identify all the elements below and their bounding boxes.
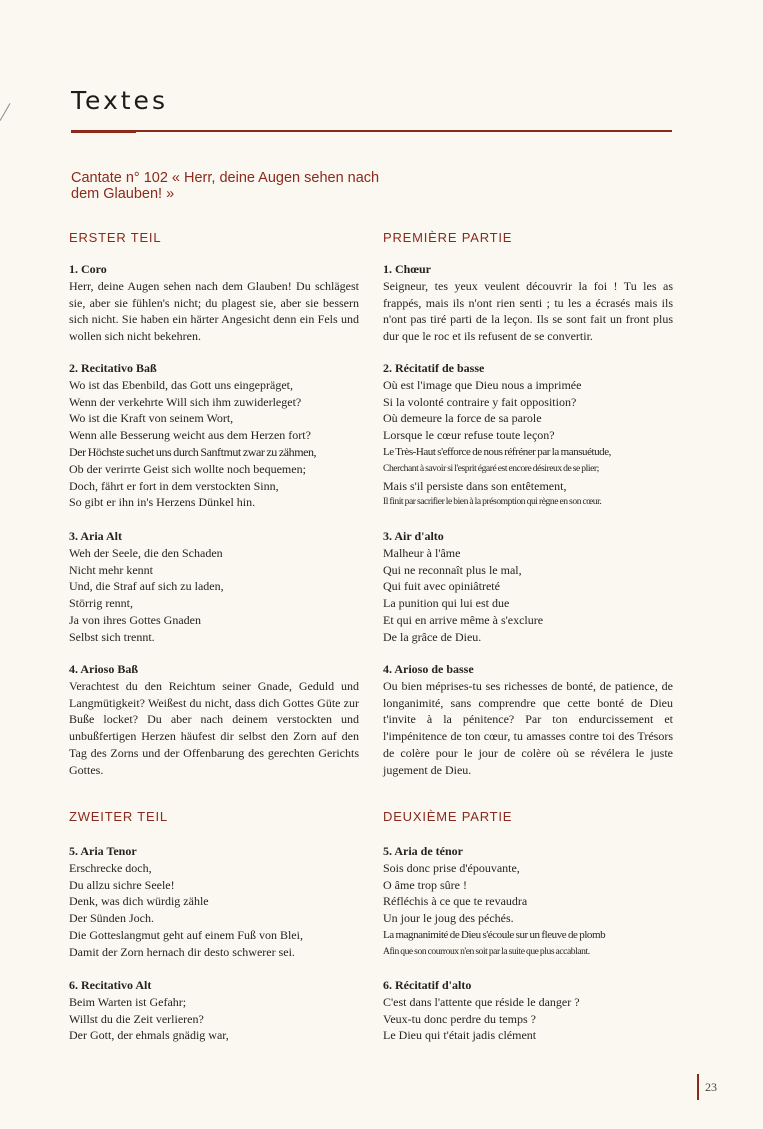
section-de-5 xyxy=(69,843,359,961)
verse-line: Afin que son courroux n'en soit par la suite que plus accablant. xyxy=(383,945,590,957)
verse-line: Der Höchste suchet uns durch Sanftmut zwar zu zähmen, xyxy=(69,444,317,459)
verse-line: Wenn alle Besserung weicht aus dem Herzen fort? xyxy=(69,428,311,443)
section-heading: 3. Aria Alt xyxy=(69,529,122,543)
verse-line: Die Gotteslangmut geht auf einem Fuß von Blei, xyxy=(69,927,303,942)
section-fr-1 xyxy=(383,261,673,345)
verse-line: Le Très-Haut s'efforce de nous réfréner par la mansuétude, xyxy=(383,445,611,458)
section-heading: 3. Air d'alto xyxy=(383,529,444,543)
section-heading: 5. Aria de ténor xyxy=(383,844,463,858)
verse-line: Beim Warten ist Gefahr; xyxy=(69,994,187,1009)
section-prose: Herr, deine Augen sehen nach dem Glauben! Du schlägest sie, aber sie fühlen's nicht; du plagest sie, aber sie bessern sich nicht. Sie haben ein härter Angesicht denn ein Fels und wollen sich nicht bekehren. xyxy=(69,278,359,344)
title-rule xyxy=(71,130,672,132)
section-fr-5 xyxy=(383,843,673,961)
verse-line: Wenn der verkehrte Will sich ihm zuwiderleget? xyxy=(69,394,302,409)
verse-line: Nicht mehr kennt xyxy=(69,562,153,577)
section-de-1 xyxy=(69,261,359,345)
verse-line: Veux-tu donc perdre du temps ? xyxy=(383,1011,536,1026)
verse-line: Lorsque le cœur refuse toute leçon? xyxy=(383,428,555,443)
verse-line: Malheur à l'âme xyxy=(383,545,461,560)
section-fr-2 xyxy=(383,360,673,511)
verse-line: Mais s'il persiste dans son entêtement, xyxy=(383,478,567,493)
verse-line: Ja von ihres Gottes Gnaden xyxy=(69,612,201,627)
verse-line: Doch, fährt er fort in dem verstockten Sinn, xyxy=(69,478,279,493)
section-heading: 4. Arioso de basse xyxy=(383,662,474,676)
verse-line: Il finit par sacrifier le bien à la présomption qui règne en son cœur. xyxy=(383,496,602,508)
section-de-4 xyxy=(69,661,359,779)
section-heading: 2. Recitativo Baß xyxy=(69,361,157,375)
page-number: 23 xyxy=(705,1079,717,1094)
part-heading-zweiter-teil: ZWEITER TEIL xyxy=(69,809,168,824)
verse-line: Où demeure la force de sa parole xyxy=(383,411,542,426)
verse-line: Le Dieu qui t'était jadis clément xyxy=(383,1028,537,1043)
verse-line: Weh der Seele, die den Schaden xyxy=(69,545,223,560)
verse-line: Damit der Zorn hernach dir desto schwerer sei. xyxy=(69,944,295,959)
verse-line: Störrig rennt, xyxy=(69,596,133,611)
verse-line: C'est dans l'attente que réside le danger ? xyxy=(383,994,580,1009)
section-heading: 1. Chœur xyxy=(383,262,432,276)
verse-line: Der Gott, der ehmals gnädig war, xyxy=(69,1028,229,1043)
verse-line: Selbst sich trennt. xyxy=(69,629,155,644)
verse-line: De la grâce de Dieu. xyxy=(383,629,482,644)
verse-line: Denk, was dich würdig zähle xyxy=(69,894,209,909)
verse-line: Wo ist das Ebenbild, das Gott uns eingepräget, xyxy=(69,377,293,392)
verse-line: Qui ne reconnaît plus le mal, xyxy=(383,562,522,577)
verse-line: La magnanimité de Dieu s'écoule sur un fleuve de plomb xyxy=(383,928,606,941)
verse-line: Et qui en arrive même à s'exclure xyxy=(383,612,544,627)
section-prose: Ou bien méprises-tu ses richesses de bonté, de patience, de longanimité, sans comprendre que cette bonté de Dieu t'invite à la pénitence? Par ton endurcissement et l'impénitence de ton cœur, tu amasses contre toi des Trésors de colère pour le jour de colère où se révélera le juste jugement de Dieu. xyxy=(383,678,673,777)
section-heading: 6. Recitativo Alt xyxy=(69,978,152,992)
section-heading: 1. Coro xyxy=(69,262,107,276)
left-margin-mark xyxy=(0,103,17,125)
verse-line: Ob der verirrte Geist sich wollte noch bequemen; xyxy=(69,461,306,476)
verse-line: Réfléchis à ce que te revaudra xyxy=(383,894,528,909)
section-fr-3 xyxy=(383,528,673,646)
verse-line: Der Sünden Joch. xyxy=(69,911,154,926)
part-heading-premiere-partie: PREMIÈRE PARTIE xyxy=(383,230,513,245)
section-fr-4 xyxy=(383,661,673,779)
section-prose: Seigneur, tes yeux veulent découvrir la foi ! Tu les as frappés, mais ils n'ont rien senti ; tu les a écrasés mais ils n'ont pas tiré parti de la leçon. Ils se sont fait un front plus dur que le roc et ils refusent de se convertir. xyxy=(383,278,673,344)
page-number-box xyxy=(697,1074,723,1100)
part-heading-erster-teil: ERSTER TEIL xyxy=(69,230,162,245)
section-prose: Verachtest du den Reichtum seiner Gnade, Geduld und Langmütigkeit? Weißest du nicht, dass dich Gottes Güte zur Buße locket? Du aber nach deinem verstockten und unbußfertigen Herzen häufest dir selbst den Zorn auf den Tag des Zorns und der Offenbarung des gerechten Gerichts Gottes. xyxy=(69,678,359,777)
verse-line: Où est l'image que Dieu nous a imprimée xyxy=(383,377,582,392)
section-heading: 4. Arioso Baß xyxy=(69,662,139,676)
verse-line: Erschrecke doch, xyxy=(69,860,152,875)
part-heading-deuxieme-partie: DEUXIÈME PARTIE xyxy=(383,809,513,824)
cantata-title: Cantate n° 102 « Herr, deine Augen sehen nach dem Glauben! » xyxy=(71,170,380,202)
section-de-2 xyxy=(69,360,359,511)
section-heading: 5. Aria Tenor xyxy=(69,844,137,858)
section-heading: 6. Récitatif d'alto xyxy=(383,978,472,992)
verse-line: Wo ist die Kraft von seinem Wort, xyxy=(69,411,234,426)
verse-line: Si la volonté contraire y fait opposition? xyxy=(383,394,577,409)
verse-line: Qui fuit avec opiniâtreté xyxy=(383,579,500,594)
verse-line: So gibt er ihn in's Herzens Dünkel hin. xyxy=(69,495,256,510)
section-fr-6 xyxy=(383,977,673,1044)
verse-line: Und, die Straf auf sich zu laden, xyxy=(69,579,224,594)
verse-line: Sois donc prise d'épouvante, xyxy=(383,860,520,875)
section-de-3 xyxy=(69,528,359,646)
page-title: Textes xyxy=(71,86,168,115)
verse-line: Un jour le joug des péchés. xyxy=(383,911,514,926)
verse-line: Du allzu sichre Seele! xyxy=(69,877,175,892)
section-heading: 2. Récitatif de basse xyxy=(383,361,485,375)
verse-line: Cherchant à savoir si l'esprit égaré est encore désireux de se plier; xyxy=(383,462,599,474)
section-de-6 xyxy=(69,977,359,1044)
verse-line: O âme trop sûre ! xyxy=(383,877,467,892)
verse-line: Willst du die Zeit verlieren? xyxy=(69,1011,204,1026)
verse-line: La punition qui lui est due xyxy=(383,596,510,611)
